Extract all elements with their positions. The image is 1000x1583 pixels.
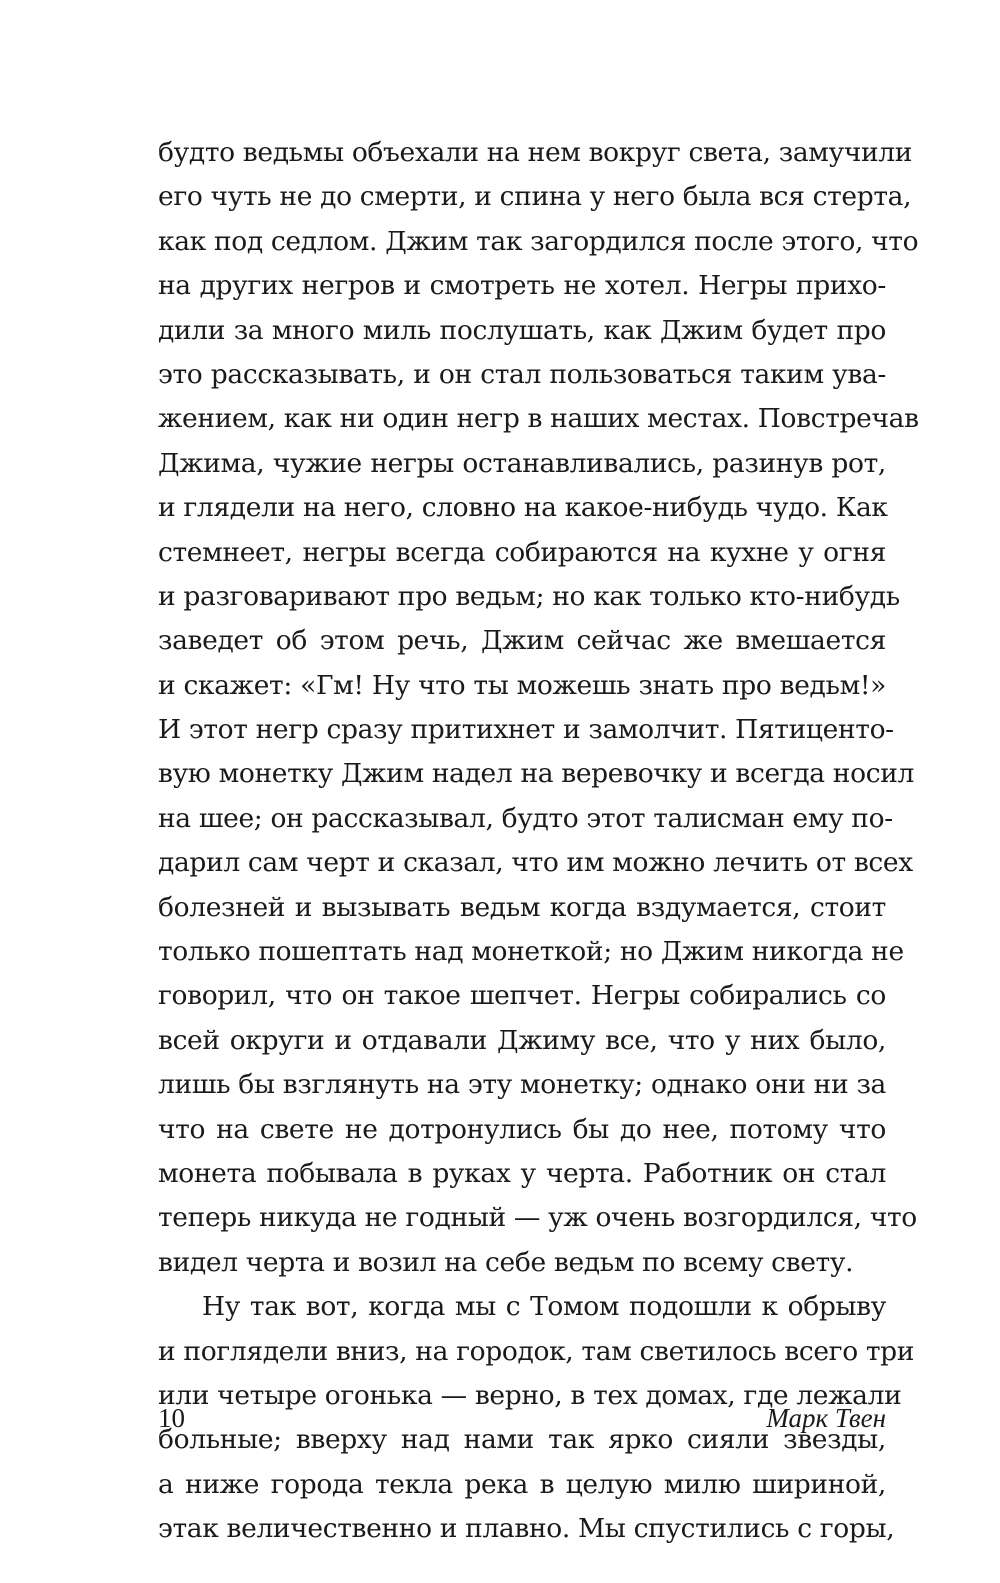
text-line: и поглядели вниз, на городок, там светилось всего три (158, 1335, 915, 1367)
paragraph-first-line: Ну так вот, когда мы с Томом подошли к обрыву (202, 1291, 886, 1323)
text-line: или четыре огонька — верно, в тех домах, где лежали (158, 1379, 902, 1411)
paragraph-last-line: видел черта и возил на себе ведьм по всему свету. (158, 1246, 854, 1278)
text-line: только пошептать над монеткой; но Джим никогда не (158, 936, 904, 968)
text-line: как под седлом. Джим так загордился после этого, что (158, 225, 919, 257)
text-line: дарил сам черт и сказал, что им можно лечить от всех (158, 847, 913, 879)
text-line: заведет об этом речь, Джим сейчас же вмешается (158, 625, 886, 657)
text-line: монета побывала в руках у черта. Работник он стал (158, 1157, 886, 1189)
text-line: это рассказывать, и он стал пользоваться таким ува- (158, 358, 886, 390)
page-number: 10 (158, 1403, 185, 1433)
text-line: И этот негр сразу притихнет и замолчит. Пятиценто- (158, 714, 894, 746)
text-line: болезней и вызывать ведьм когда вздумается, стоит (158, 891, 886, 923)
text-line: всей округи и отдавали Джиму все, что у них было, (158, 1024, 886, 1056)
text-line: его чуть не до смерти, и спина у него была вся стерта, (158, 181, 912, 213)
text-line: и разговаривают про ведьм; но как только кто-нибудь (158, 580, 900, 612)
text-line: стемнеет, негры всегда собираются на кухне у огня (158, 536, 886, 568)
text-line: говорил, что он такое шепчет. Негры собирались со (158, 980, 886, 1012)
text-line: больные; вверху над нами так ярко сияли звезды, (158, 1424, 886, 1456)
text-line: теперь никуда не годный — уж очень возгордился, что (158, 1202, 917, 1234)
text-line: этак величественно и плавно. Мы спустились с горы, (158, 1513, 895, 1545)
running-title: Марк Твен (766, 1403, 886, 1433)
text-line: и скажет: «Гм! Ну что ты можешь знать про ведьм!» (158, 669, 886, 701)
text-line: жением, как ни один негр в наших местах. Повстречав (158, 403, 919, 435)
text-line: будто ведьмы объехали на нем вокруг света, замучили (158, 137, 913, 168)
page-footer (158, 1398, 886, 1438)
text-line: и глядели на него, словно на какое-нибудь чудо. Как (158, 492, 888, 524)
text-line: на других негров и смотреть не хотел. Негры прихо- (158, 270, 886, 302)
text-line: что на свете не дотронулись бы до нее, потому что (158, 1113, 886, 1145)
text-line: на шее; он рассказывал, будто этот талисман ему по- (158, 802, 893, 834)
text-line: Джима, чужие негры останавливались, разинув рот, (158, 447, 886, 479)
text-line: вую монетку Джим надел на веревочку и всегда носил (158, 758, 915, 790)
text-line: дили за много миль послушать, как Джим будет про (158, 314, 886, 346)
body-text (158, 131, 919, 1552)
text-line: а ниже города текла река в целую милю шириной, (158, 1468, 886, 1500)
text-line: лишь бы взглянуть на эту монетку; однако они ни за (158, 1069, 886, 1101)
